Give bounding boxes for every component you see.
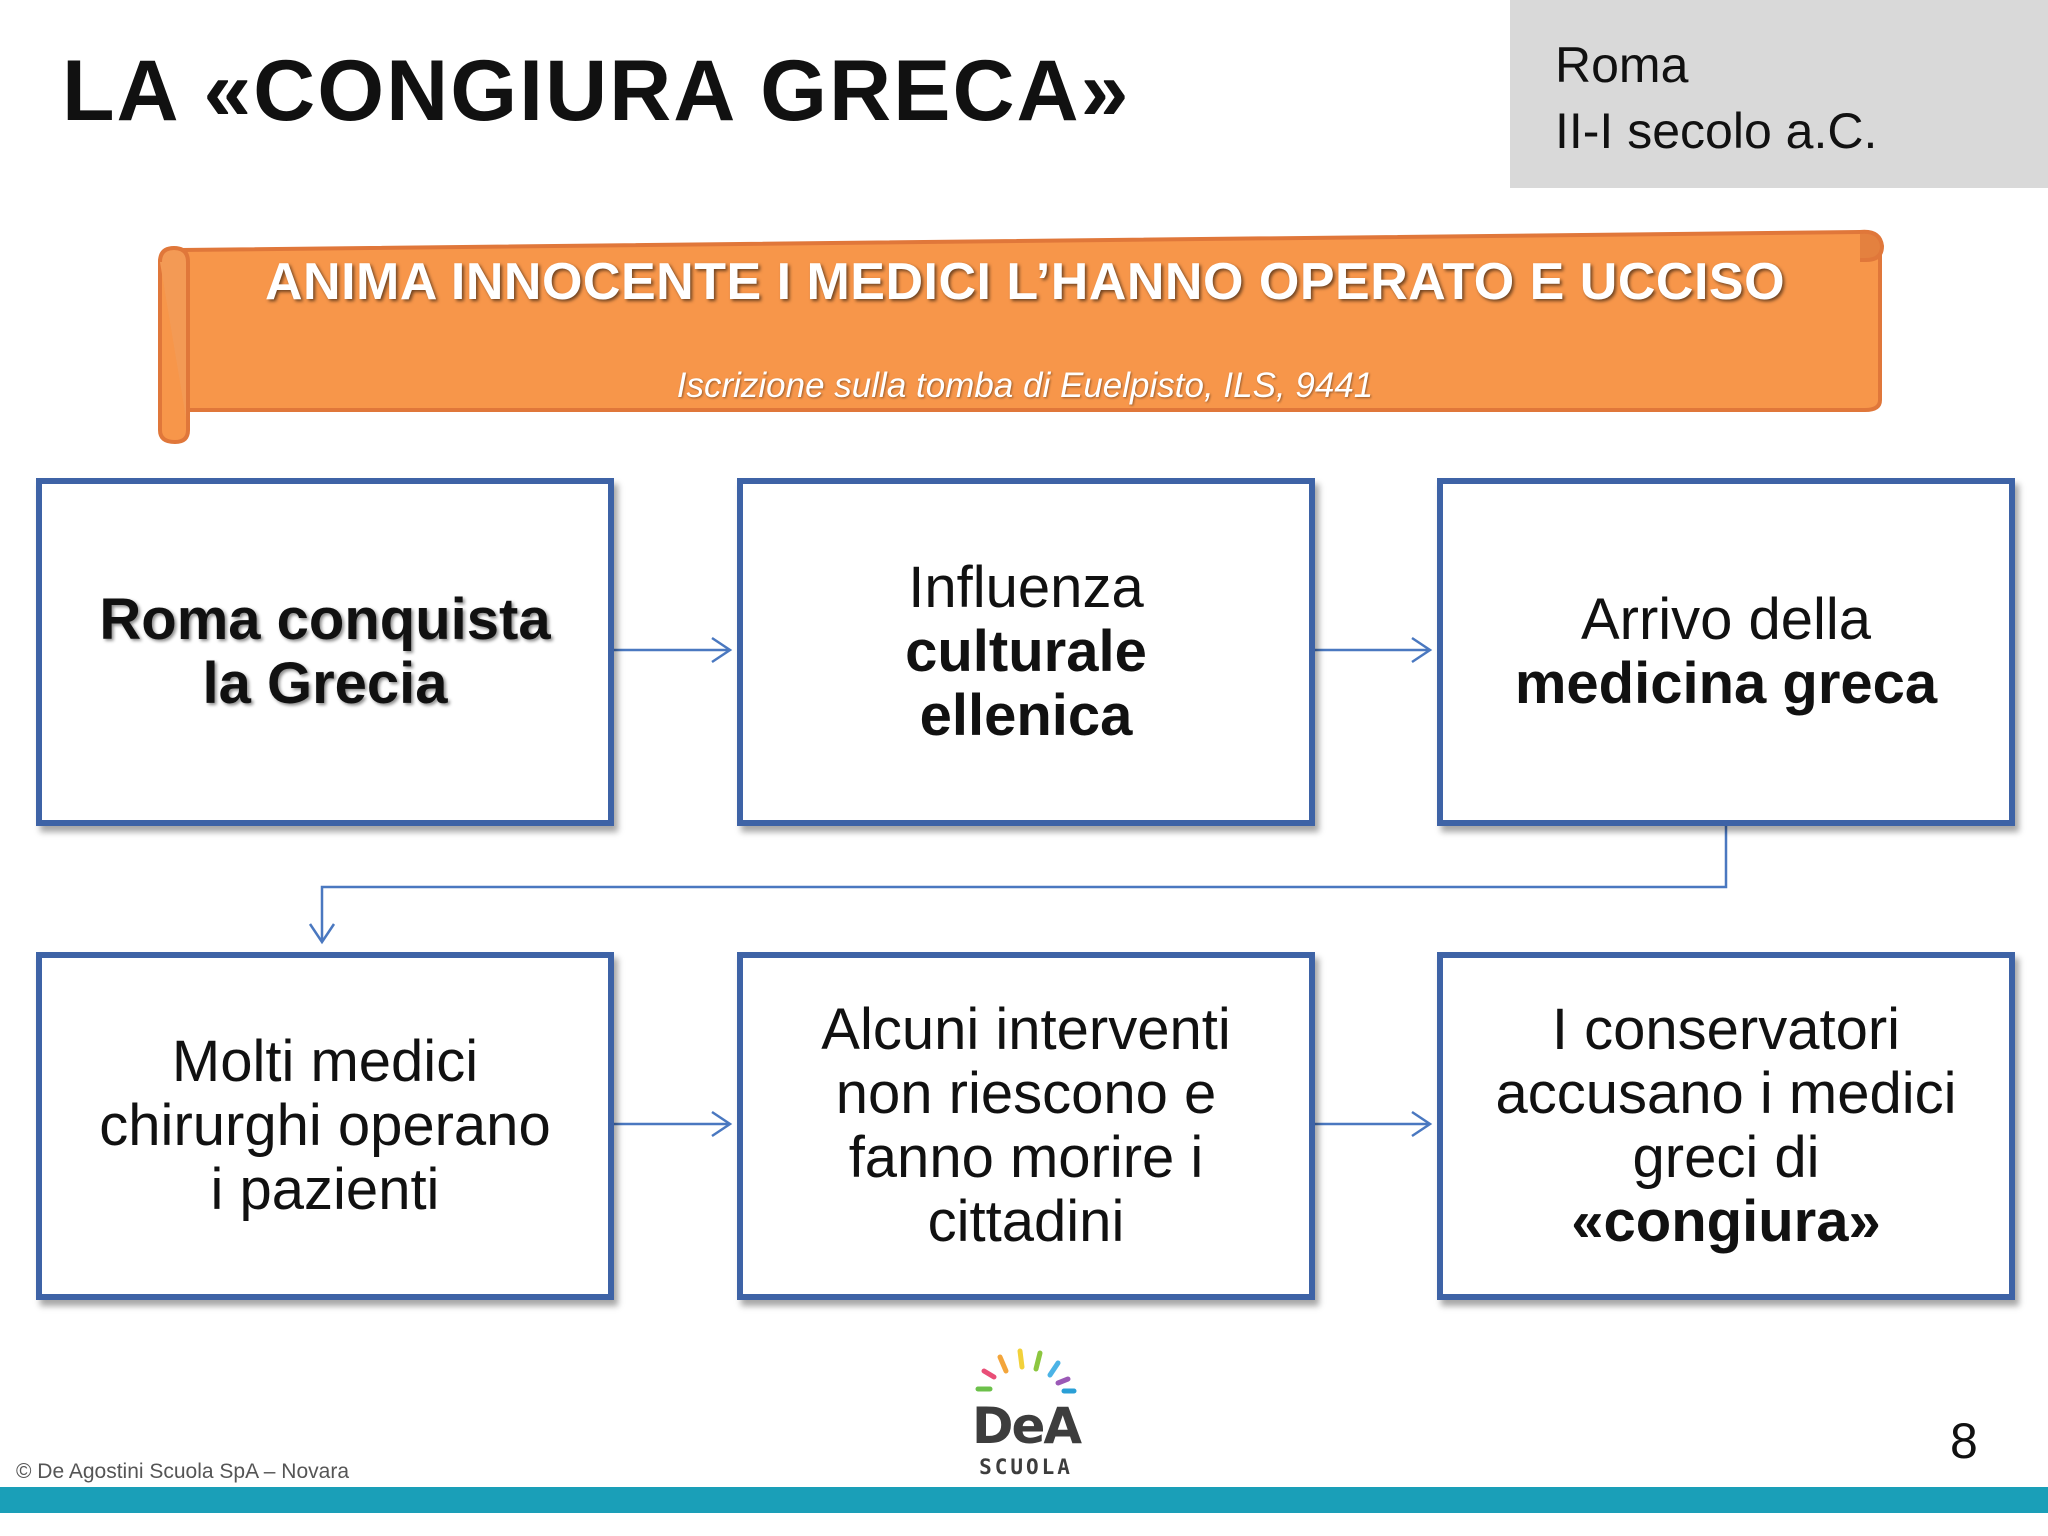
arrow-3-4-head xyxy=(310,924,334,942)
arrow-4-5-head xyxy=(712,1112,730,1136)
copyright-notice: © De Agostini Scuola SpA – Novara xyxy=(16,1460,349,1483)
arrow-2-3-head xyxy=(1412,638,1430,662)
banner-source: Iscrizione sulla tomba di Euelpisto, ILS, 9441 xyxy=(676,366,1374,405)
context-period: II-I secolo a.C. xyxy=(1555,103,1878,159)
box2-line3: ellenica xyxy=(919,683,1133,748)
box1-line2: la Grecia xyxy=(202,651,448,716)
box6-line1: I conservatori xyxy=(1551,997,1901,1062)
dea-scuola-logo xyxy=(970,1345,1082,1479)
box2-line2: culturale xyxy=(905,619,1147,684)
box4-line3: i pazienti xyxy=(210,1157,440,1222)
flow-box-influenza-culturale xyxy=(737,478,1315,826)
flow-box-roma-conquista xyxy=(36,478,614,826)
page-number: 8 xyxy=(1950,1413,1978,1469)
context-place: Roma xyxy=(1555,37,1689,93)
box4-line1: Molti medici xyxy=(171,1029,479,1094)
sunburst-icon xyxy=(970,1345,1082,1395)
box4-line2: chirurghi operano xyxy=(99,1093,551,1158)
logo-wordmark: DeA xyxy=(971,1397,1081,1455)
footer-band xyxy=(0,1487,2048,1513)
box3-line1: Arrivo della xyxy=(1580,587,1872,652)
box6-line4: «congiura» xyxy=(1571,1189,1881,1254)
quote-banner xyxy=(150,220,1900,445)
box3-line2: medicina greca xyxy=(1514,651,1938,716)
box6-line2: accusano i medici xyxy=(1495,1061,1957,1126)
banner-quote: ANIMA INNOCENTE I MEDICI L’HANNO OPERATO E UCCISO xyxy=(264,253,1786,311)
logo-subtext: SCUOLA xyxy=(979,1455,1073,1479)
flow-box-medici-chirurghi xyxy=(36,952,614,1300)
slide-title: LA «CONGIURA GRECA» xyxy=(62,43,1131,139)
box2-line1: Influenza xyxy=(908,555,1144,620)
context-box xyxy=(1510,0,2048,188)
flow-box-interventi-falliti xyxy=(737,952,1315,1300)
box5-line1: Alcuni interventi xyxy=(821,997,1231,1062)
arrow-1-2-head xyxy=(712,638,730,662)
flow-box-arrivo-medicina xyxy=(1437,478,2015,826)
arrow-5-6-head xyxy=(1412,1112,1430,1136)
box6-line3: greci di xyxy=(1632,1125,1820,1190)
box5-line3: fanno morire i xyxy=(848,1125,1204,1190)
box1-line1: Roma conquista xyxy=(99,587,551,652)
arrow-3-4 xyxy=(322,826,1726,942)
footer-band-bottom xyxy=(0,1513,2048,1536)
flow-box-conservatori-congiura xyxy=(1437,952,2015,1300)
box5-line4: cittadini xyxy=(927,1189,1125,1254)
box5-line2: non riescono e xyxy=(835,1061,1217,1126)
